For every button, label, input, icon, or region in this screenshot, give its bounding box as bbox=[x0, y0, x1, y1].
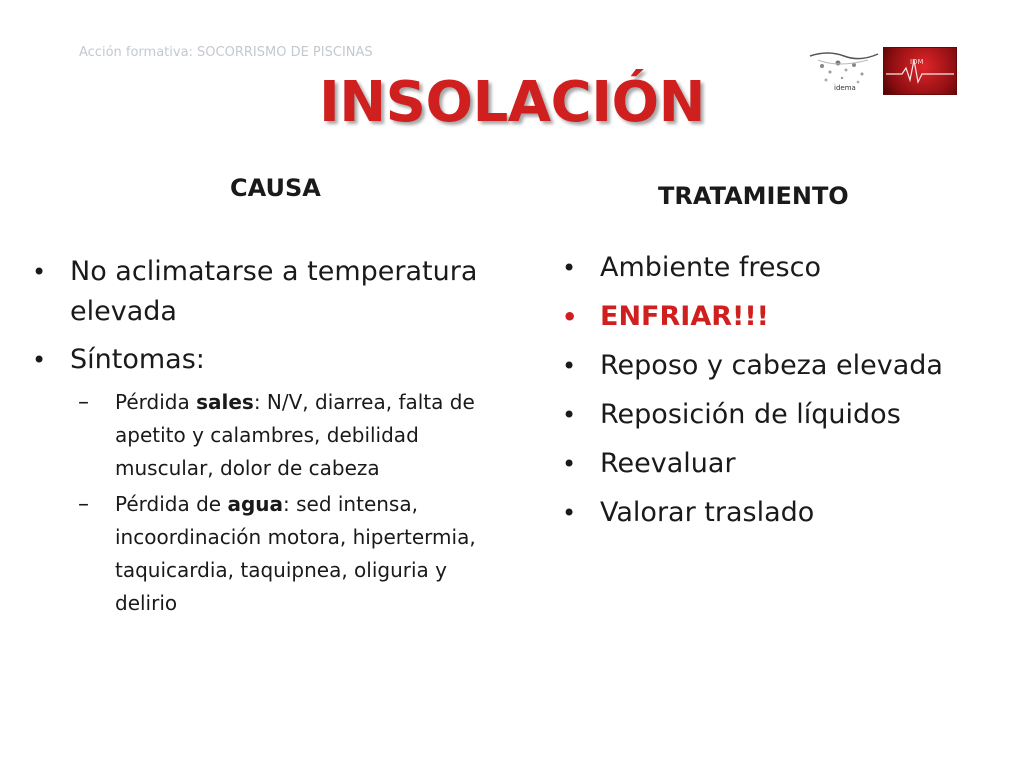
causa-item-text: Síntomas: bbox=[70, 344, 205, 375]
idema-logo-label: idema bbox=[834, 84, 856, 92]
list-item bbox=[30, 252, 500, 332]
bullet-icon: • bbox=[32, 346, 47, 374]
tratamiento-heading: TRATAMIENTO bbox=[658, 182, 849, 210]
causa-item-text: No aclimatarse a temperatura elevada bbox=[70, 256, 478, 327]
sub-item-prefix: Pérdida bbox=[115, 390, 197, 414]
idm-logo-label: IDM bbox=[910, 58, 924, 66]
dash-icon: – bbox=[78, 492, 89, 517]
sub-item-rest: : N/V, diarrea, falta de apetito y calambres, debilidad muscular, dolor de cabeza bbox=[115, 390, 475, 480]
list-item bbox=[560, 248, 1000, 288]
list-item bbox=[560, 395, 1000, 435]
sub-item-bold: agua bbox=[227, 492, 283, 516]
list-item bbox=[30, 340, 500, 620]
tratamiento-item-text: Reposo y cabeza elevada bbox=[600, 350, 943, 381]
bullet-icon: • bbox=[562, 499, 577, 527]
bullet-icon: • bbox=[562, 401, 577, 429]
tratamiento-item-text: Reevaluar bbox=[600, 448, 736, 479]
list-item bbox=[560, 444, 1000, 484]
sub-item-rest: : sed intensa, incoordinación motora, hipertermia, taquicardia, taquipnea, oliguria y delirio bbox=[115, 492, 476, 615]
tratamiento-item-text: Ambiente fresco bbox=[600, 252, 821, 283]
bullet-icon: • bbox=[32, 258, 47, 286]
course-caption: Acción formativa: SOCORRISMO DE PISCINAS bbox=[79, 45, 373, 60]
dash-icon: – bbox=[78, 390, 89, 415]
bullet-icon: • bbox=[562, 352, 577, 380]
causa-heading: CAUSA bbox=[230, 174, 321, 202]
causa-list bbox=[30, 252, 500, 628]
sub-list-item bbox=[70, 386, 500, 485]
list-item-highlight bbox=[560, 297, 1000, 337]
tratamiento-item-text: Valorar traslado bbox=[600, 497, 815, 528]
bullet-icon: • bbox=[562, 450, 577, 478]
symptom-sublist bbox=[70, 386, 500, 620]
list-item bbox=[560, 493, 1000, 533]
tratamiento-item-text: ENFRIAR!!! bbox=[600, 301, 769, 332]
tratamiento-item-text: Reposición de líquidos bbox=[600, 399, 901, 430]
bullet-icon: • bbox=[562, 254, 577, 282]
sub-list-item bbox=[70, 488, 500, 620]
sub-item-bold: sales bbox=[196, 390, 254, 414]
slide-title: INSOLACIÓN bbox=[318, 70, 706, 135]
bullet-icon: • bbox=[562, 303, 578, 331]
tratamiento-list bbox=[560, 248, 1000, 542]
list-item bbox=[560, 346, 1000, 386]
sub-item-prefix: Pérdida de bbox=[115, 492, 228, 516]
